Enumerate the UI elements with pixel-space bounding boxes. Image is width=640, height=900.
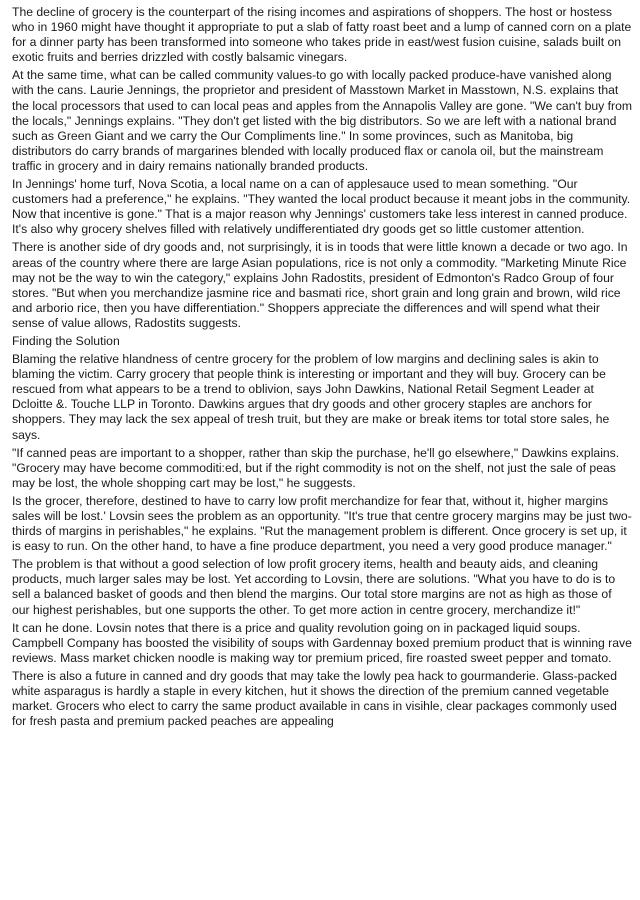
- paragraph-liquid-soups: It can he done. Lovsin notes that there is a price and quality revolution going on in packaged liquid soups. Campbell Company has boosted the visibility of soups with Gardennay boxed premium product that is winning rave reviews. Mass market chicken noodle is making way tor premium priced, fire roasted sweet pepper and tomato.: [12, 620, 632, 665]
- paragraph-dry-goods-rice: There is another side of dry goods and, not surprisingly, it is in toods that were little known a decade or two ago. In areas of the country where there are large Asian populations, rice is not only a commodity. "Marketing Minute Rice may not be the way to win the category," explains John Radostits, president of Edmonton's Radco Group of four stores. "But when you merchandize jasmine rice and basmati rice, short grain and long grain and brown, wild rice and arborio rice, then you have differentiation." Shoppers appreciate the differences and will spend what their sense of value allows, Radostits suggests.: [12, 240, 628, 330]
- section-heading: Finding the Solution: [12, 333, 120, 348]
- paragraph-nova-scotia: In Jennings' home turf, Nova Scotia, a local name on a can of applesauce used to mean something. "Our customers had a preference," he explains. "They wanted the local product because it meant jobs in the community. Now that incentive is gone." That is a major reason why Jennings' customers take less interest in canned produce. It's also why grocery shelves filled with relatively undifferentiated dry goods get so little customer attention.: [12, 177, 631, 237]
- paragraph-balanced-basket: The problem is that without a good selection of low profit grocery items, health and beauty aids, and cleaning products, much larger sales may be lost. Yet according to Lovsin, there are solutions. "What you have to do is to sell a balanced basket of goods and then blend the margins. Our total store margins are not as high as those of our highest perishables, but one supports the other. To get more action in centre grocery, merchandize it!": [12, 557, 616, 617]
- paragraph-blaming-blandness: Blaming the relative hlandness of centre grocery for the problem of low margins and declining sales is akin to blaming the victim. Carry grocery that people think is interesting or important and they will buy. Grocery can be rescued from what appears to be a trend to oblivion, says John Dawkins, National Retail Segment Leader at Dcloitte &. Touche LLP in Toronto. Dawkins argues that dry goods and other grocery staples are anchors for shoppers. They may lack the sex appeal of tresh truit, but they are make or break items tor total store sales, he says.: [12, 352, 610, 442]
- paragraph-community-values: At the same time, what can be called community values-to go with locally packed produce-have vanished along with the cans. Laurie Jennings, the proprietor and president of Masstown Market in Masstown, N.S. explains that the local processors that used to can local peas and apples from the Annapolis Valley are gone. "We can't buy from the locals," Jennings explains. "They don't get listed with the big distributors. So we are left with a national brand such as Green Giant and we carry the Our Compliments line." In some provinces, such as Manitoba, big distributors do carry brands of margarines blended with locally produced flax or canola oil, but the mainstream traffic in grocery and in dairy remains nationally branded products.: [12, 68, 632, 173]
- paragraph-canned-peas: "If canned peas are important to a shopper, rather than skip the purchase, he'll go elsewhere," Dawkins explains. "Grocery may have become commoditi:ed, but if the right commodity is not on the shelf, not just the sale of peas may be lost, the whole shopping cart may be lost," he suggests.: [12, 445, 620, 490]
- paragraph-decline-of-grocery: The decline of grocery is the counterpart of the rising incomes and aspirations of shoppers. The host or hostess who in 1960 might have thought it appropriate to put a slab of fatty roast beet and a lump of canned corn on a plate for a dinner party has been transformed into someone who takes pride in east/west fusion cuisine, salads built on exotic fruits and berries drizzled with costly balsamic vinegars.: [12, 5, 632, 65]
- paragraph-canned-dry-future: There is also a future in canned and dry goods that may take the lowly pea hack to gourmanderie. Glass-packed white asparagus is hardly a staple in every kitchen, hut it shows the direction of the premium canned vegetable market. Grocers who elect to carry the same product available in cans in visihle, clear packages commonly used for fresh pasta and premium packed peaches are appealing: [12, 668, 617, 729]
- paragraph-low-profit-merchandize: Is the grocer, therefore, destined to have to carry low profit merchandize for fear that, without it, higher margins sales will be lost.' Lovsin sees the problem as an opportunity. "It's true that centre grocery margins may be just two-thirds of margins in perishables," he explains. "Rut the management problem is different. Once grocery is set up, it is easy to run. On the other hand, to have a fine produce department, you need a very good produce manager.": [12, 493, 632, 554]
